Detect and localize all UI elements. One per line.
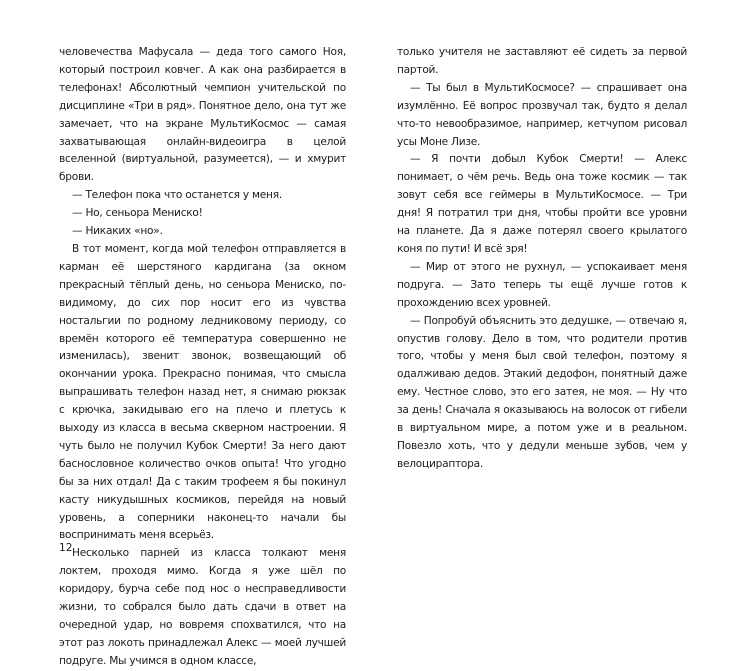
paragraph: человечества Мафусала — деда того самого Ноя, который построил ковчег. А как она разбирается в телефонах! Абсолютный чемпион учительской по дисциплине «Три в ряд». Понятное дело, она тут же замечает, что на экране МультиКосмос — самая захватывающая онлайн-видеоигра в целой вселенной (виртуальной, разумеется), — и хмурит брови. xyxy=(59,46,346,184)
dialogue-line: — Ты был в МультиКосмосе? — спрашивает она изумлённо. Её вопрос прозвучал так, будто я делал что-то невообразимое, например, кетчупом рисовал усы Моне Лизе. xyxy=(397,81,687,148)
paragraph: только учителя не заставляют её сидеть за первой партой. xyxy=(397,46,687,76)
dialogue-line: — Телефон пока что останется у меня. xyxy=(72,189,282,202)
paragraph: Несколько парней из класса толкают меня локтем, проходя мимо. Когда я уже шёл по коридору, бурча себе под нос о несправедливости жизни, то собрался было дать сдачи в ответ на очередной удар, но вовремя спохватился, что на этот раз локоть принадлежал Алекс — моей лучшей подруге. Мы учимся в одном классе, xyxy=(59,547,346,667)
dialogue-line: — Никаких «но». xyxy=(72,225,163,238)
page-number: 12 xyxy=(59,542,73,554)
dialogue-line: — Попробуй объяснить это дедушке, — отвечаю я, опустив голову. Дело в том, что родители против того, чтобы у меня был свой телефон, поэтому я одалживаю дедов. Этакий дедофон, понятный даже ему. Честное слово, это его затея, не моя. — Ну что за день! Сначала я оказываюсь на волосок от гибели в виртуальном мире, а потом уже и в реальном. Повезло хоть, что у дедули меньше зубов, чем у велоцираптора. xyxy=(397,314,687,470)
dialogue-line: — Но, сеньора Мениско! xyxy=(72,207,203,220)
paragraph: В тот момент, когда мой телефон отправляется в карман её шерстяного кардигана (за окном прекрасный тёплый день, но сеньора Мениско, по-видимому, до сих пор носит его из чувства ностальгии по родному ледниковому периоду, со времён которого её температура совершенно не изменилась), звенит звонок, возвещающий об окончании урока. Прекрасно понимая, что смысла выпрашивать телефон назад нет, я снимаю рюкзак с крючка, закидываю его на плечо и плетусь к выходу из класса в весьма скверном настроении. Я чуть было не получил Кубок Смерти! За него дают баснословное количество очков опыта! Что угодно бы за них отдал! Да с таким трофеем я бы покинул касту никудышных космиков, перейдя на новый уровень, а соперники наконец-то начали бы воспринимать меня всерьёз. xyxy=(59,242,346,542)
left-page-text xyxy=(59,44,346,671)
right-page-text xyxy=(397,44,687,474)
dialogue-line: — Мир от этого не рухнул, — успокаивает меня подруга. — Зато теперь ты ещё лучше готов к прохождению всех уровней. xyxy=(397,260,687,309)
dialogue-line: — Я почти добыл Кубок Смерти! — Алекс понимает, о чём речь. Ведь она тоже космик — так зовут себя все геймеры в МультиКосмосе. — Три дня! Я потратил три дня, чтобы пройти все уровни на планете. Да я даже потерял своего крылатого коня по пути! И всё зря! xyxy=(397,153,687,255)
